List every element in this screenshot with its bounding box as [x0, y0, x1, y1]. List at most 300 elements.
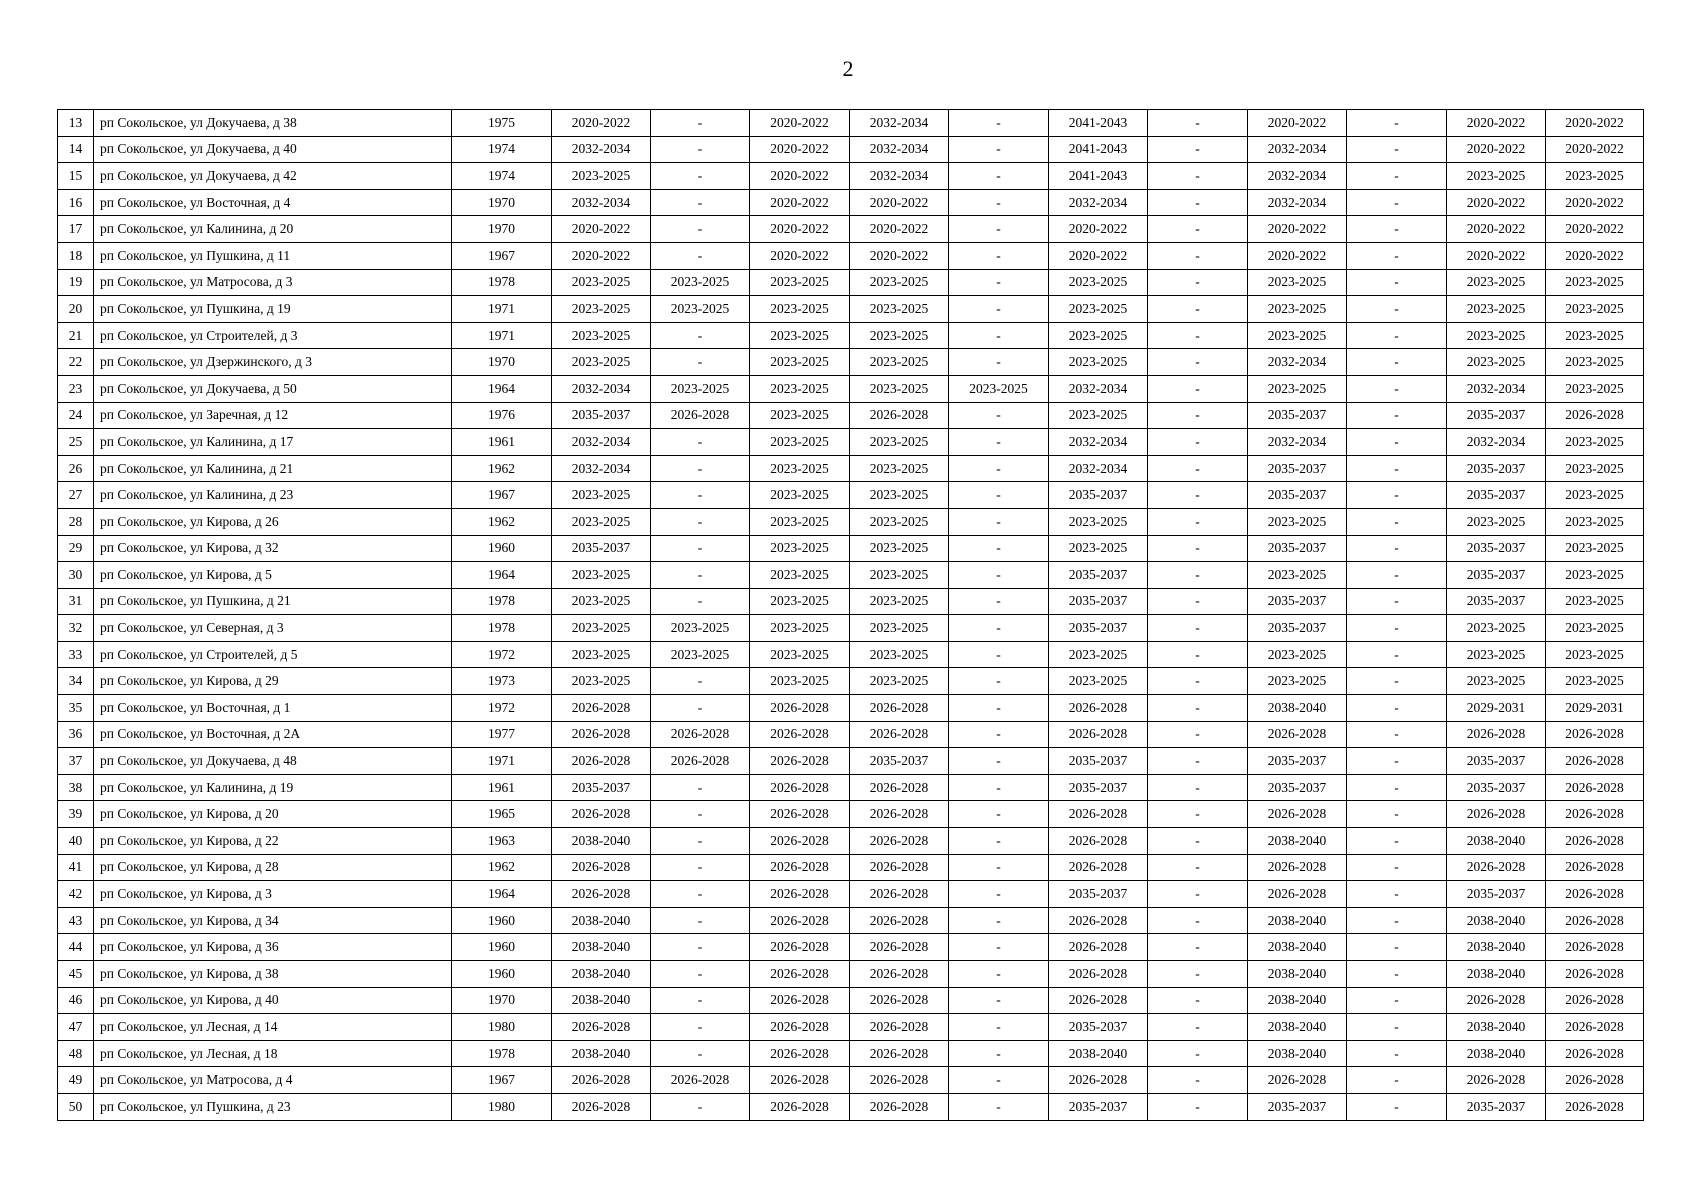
table-row [58, 934, 1644, 961]
cell-period-9: - [1347, 296, 1447, 323]
cell-period-9: - [1347, 641, 1447, 668]
cell-period-10: 2023-2025 [1447, 322, 1546, 349]
cell-period-11: 2026-2028 [1546, 934, 1644, 961]
cell-period-9: - [1347, 934, 1447, 961]
cell-row-number: 30 [58, 562, 94, 589]
cell-period-2: - [651, 429, 750, 456]
cell-period-1: 2023-2025 [552, 588, 651, 615]
cell-row-number: 24 [58, 402, 94, 429]
cell-period-5: - [949, 429, 1049, 456]
cell-address: рп Сокольское, ул Лесная, д 18 [94, 1040, 452, 1067]
cell-period-2: - [651, 1014, 750, 1041]
cell-row-number: 40 [58, 828, 94, 855]
cell-period-7: - [1148, 349, 1248, 376]
cell-period-3: 2026-2028 [750, 774, 850, 801]
cell-period-9: - [1347, 216, 1447, 243]
cell-period-6: 2026-2028 [1049, 907, 1148, 934]
cell-period-3: 2023-2025 [750, 429, 850, 456]
cell-period-8: 2032-2034 [1248, 429, 1347, 456]
cell-period-8: 2035-2037 [1248, 774, 1347, 801]
cell-period-11: 2026-2028 [1546, 961, 1644, 988]
cell-period-9: - [1347, 615, 1447, 642]
cell-period-10: 2038-2040 [1447, 961, 1546, 988]
cell-period-11: 2023-2025 [1546, 296, 1644, 323]
cell-year-built: 1970 [452, 216, 552, 243]
cell-period-8: 2035-2037 [1248, 455, 1347, 482]
cell-period-11: 2020-2022 [1546, 136, 1644, 163]
cell-address: рп Сокольское, ул Докучаева, д 38 [94, 110, 452, 137]
cell-period-1: 2023-2025 [552, 641, 651, 668]
cell-period-1: 2035-2037 [552, 774, 651, 801]
cell-period-5: - [949, 402, 1049, 429]
cell-period-3: 2026-2028 [750, 934, 850, 961]
cell-period-1: 2026-2028 [552, 1093, 651, 1120]
cell-period-4: 2035-2037 [850, 748, 949, 775]
cell-period-11: 2023-2025 [1546, 375, 1644, 402]
cell-year-built: 1960 [452, 934, 552, 961]
cell-row-number: 45 [58, 961, 94, 988]
cell-period-4: 2023-2025 [850, 455, 949, 482]
cell-row-number: 33 [58, 641, 94, 668]
cell-period-2: - [651, 1093, 750, 1120]
cell-period-7: - [1148, 242, 1248, 269]
cell-period-7: - [1148, 1040, 1248, 1067]
cell-period-1: 2038-2040 [552, 961, 651, 988]
cell-period-3: 2026-2028 [750, 695, 850, 722]
cell-period-9: - [1347, 721, 1447, 748]
cell-period-7: - [1148, 828, 1248, 855]
cell-period-9: - [1347, 189, 1447, 216]
cell-year-built: 1960 [452, 535, 552, 562]
cell-period-2: - [651, 828, 750, 855]
cell-period-5: - [949, 1040, 1049, 1067]
cell-row-number: 21 [58, 322, 94, 349]
cell-row-number: 47 [58, 1014, 94, 1041]
cell-address: рп Сокольское, ул Кирова, д 20 [94, 801, 452, 828]
cell-period-6: 2041-2043 [1049, 163, 1148, 190]
table-row [58, 216, 1644, 243]
cell-period-8: 2035-2037 [1248, 615, 1347, 642]
cell-period-9: - [1347, 774, 1447, 801]
cell-address: рп Сокольское, ул Калинина, д 20 [94, 216, 452, 243]
cell-period-7: - [1148, 508, 1248, 535]
cell-period-4: 2020-2022 [850, 216, 949, 243]
cell-address: рп Сокольское, ул Кирова, д 5 [94, 562, 452, 589]
cell-period-6: 2026-2028 [1049, 1067, 1148, 1094]
table-row [58, 482, 1644, 509]
cell-period-2: - [651, 562, 750, 589]
cell-row-number: 18 [58, 242, 94, 269]
cell-period-10: 2020-2022 [1447, 189, 1546, 216]
cell-period-9: - [1347, 322, 1447, 349]
cell-period-9: - [1347, 961, 1447, 988]
cell-address: рп Сокольское, ул Заречная, д 12 [94, 402, 452, 429]
cell-period-1: 2026-2028 [552, 1067, 651, 1094]
cell-period-2: - [651, 455, 750, 482]
cell-period-11: 2026-2028 [1546, 987, 1644, 1014]
cell-period-1: 2035-2037 [552, 535, 651, 562]
cell-year-built: 1972 [452, 641, 552, 668]
cell-period-1: 2038-2040 [552, 907, 651, 934]
cell-period-3: 2023-2025 [750, 641, 850, 668]
cell-period-8: 2026-2028 [1248, 881, 1347, 908]
cell-period-6: 2035-2037 [1049, 774, 1148, 801]
cell-period-9: - [1347, 455, 1447, 482]
cell-period-1: 2026-2028 [552, 801, 651, 828]
cell-period-11: 2026-2028 [1546, 1067, 1644, 1094]
cell-period-8: 2038-2040 [1248, 1040, 1347, 1067]
cell-period-2: - [651, 242, 750, 269]
cell-period-3: 2023-2025 [750, 482, 850, 509]
cell-period-1: 2023-2025 [552, 322, 651, 349]
cell-period-4: 2023-2025 [850, 349, 949, 376]
cell-period-3: 2026-2028 [750, 721, 850, 748]
cell-period-10: 2020-2022 [1447, 110, 1546, 137]
cell-period-2: - [651, 588, 750, 615]
cell-period-9: - [1347, 588, 1447, 615]
cell-period-7: - [1148, 269, 1248, 296]
cell-period-6: 2032-2034 [1049, 455, 1148, 482]
cell-address: рп Сокольское, ул Строителей, д 3 [94, 322, 452, 349]
cell-period-1: 2020-2022 [552, 110, 651, 137]
cell-period-1: 2023-2025 [552, 482, 651, 509]
cell-period-5: - [949, 1067, 1049, 1094]
cell-period-4: 2026-2028 [850, 934, 949, 961]
cell-period-5: - [949, 322, 1049, 349]
cell-period-9: - [1347, 1067, 1447, 1094]
cell-period-11: 2026-2028 [1546, 774, 1644, 801]
cell-period-2: 2026-2028 [651, 402, 750, 429]
cell-period-9: - [1347, 242, 1447, 269]
repair-schedule-table [57, 109, 1644, 1121]
cell-row-number: 34 [58, 668, 94, 695]
cell-period-5: - [949, 721, 1049, 748]
cell-address: рп Сокольское, ул Матросова, д 4 [94, 1067, 452, 1094]
cell-row-number: 41 [58, 854, 94, 881]
cell-period-3: 2026-2028 [750, 828, 850, 855]
cell-period-11: 2026-2028 [1546, 1040, 1644, 1067]
table-row [58, 163, 1644, 190]
cell-period-11: 2023-2025 [1546, 269, 1644, 296]
cell-period-8: 2023-2025 [1248, 668, 1347, 695]
cell-period-11: 2023-2025 [1546, 508, 1644, 535]
cell-address: рп Сокольское, ул Дзержинского, д 3 [94, 349, 452, 376]
cell-period-3: 2023-2025 [750, 588, 850, 615]
cell-period-4: 2026-2028 [850, 961, 949, 988]
cell-period-8: 2020-2022 [1248, 216, 1347, 243]
cell-period-6: 2032-2034 [1049, 189, 1148, 216]
cell-year-built: 1970 [452, 349, 552, 376]
cell-period-9: - [1347, 535, 1447, 562]
table-row [58, 1040, 1644, 1067]
cell-period-7: - [1148, 562, 1248, 589]
cell-period-8: 2038-2040 [1248, 934, 1347, 961]
cell-period-7: - [1148, 482, 1248, 509]
cell-address: рп Сокольское, ул Северная, д 3 [94, 615, 452, 642]
cell-period-5: - [949, 110, 1049, 137]
cell-row-number: 38 [58, 774, 94, 801]
cell-address: рп Сокольское, ул Докучаева, д 50 [94, 375, 452, 402]
cell-row-number: 50 [58, 1093, 94, 1120]
cell-address: рп Сокольское, ул Лесная, д 14 [94, 1014, 452, 1041]
cell-period-10: 2020-2022 [1447, 216, 1546, 243]
cell-period-7: - [1148, 774, 1248, 801]
cell-year-built: 1967 [452, 242, 552, 269]
cell-period-4: 2032-2034 [850, 136, 949, 163]
cell-row-number: 27 [58, 482, 94, 509]
cell-period-3: 2023-2025 [750, 668, 850, 695]
cell-year-built: 1964 [452, 562, 552, 589]
cell-period-8: 2032-2034 [1248, 163, 1347, 190]
cell-period-8: 2032-2034 [1248, 136, 1347, 163]
cell-period-7: - [1148, 296, 1248, 323]
cell-period-7: - [1148, 987, 1248, 1014]
cell-period-2: - [651, 668, 750, 695]
cell-period-6: 2026-2028 [1049, 828, 1148, 855]
cell-period-11: 2023-2025 [1546, 455, 1644, 482]
cell-period-4: 2026-2028 [850, 721, 949, 748]
cell-row-number: 28 [58, 508, 94, 535]
cell-period-2: 2023-2025 [651, 296, 750, 323]
cell-address: рп Сокольское, ул Калинина, д 17 [94, 429, 452, 456]
cell-period-3: 2023-2025 [750, 296, 850, 323]
cell-period-2: - [651, 136, 750, 163]
cell-period-2: - [651, 695, 750, 722]
cell-period-4: 2026-2028 [850, 1014, 949, 1041]
cell-period-11: 2023-2025 [1546, 163, 1644, 190]
cell-period-5: - [949, 163, 1049, 190]
table-row [58, 269, 1644, 296]
cell-period-7: - [1148, 641, 1248, 668]
cell-period-1: 2023-2025 [552, 296, 651, 323]
cell-period-11: 2026-2028 [1546, 1093, 1644, 1120]
cell-period-1: 2023-2025 [552, 668, 651, 695]
cell-address: рп Сокольское, ул Кирова, д 40 [94, 987, 452, 1014]
cell-year-built: 1980 [452, 1014, 552, 1041]
cell-period-5: - [949, 562, 1049, 589]
cell-period-6: 2023-2025 [1049, 641, 1148, 668]
table-row [58, 429, 1644, 456]
cell-period-8: 2026-2028 [1248, 854, 1347, 881]
cell-period-9: - [1347, 1014, 1447, 1041]
cell-period-10: 2023-2025 [1447, 349, 1546, 376]
cell-period-10: 2035-2037 [1447, 881, 1546, 908]
cell-address: рп Сокольское, ул Пушкина, д 11 [94, 242, 452, 269]
cell-period-6: 2035-2037 [1049, 748, 1148, 775]
cell-period-7: - [1148, 881, 1248, 908]
cell-period-4: 2023-2025 [850, 296, 949, 323]
cell-period-11: 2026-2028 [1546, 721, 1644, 748]
cell-period-3: 2023-2025 [750, 615, 850, 642]
cell-period-4: 2023-2025 [850, 641, 949, 668]
cell-period-2: - [651, 349, 750, 376]
cell-year-built: 1974 [452, 136, 552, 163]
cell-period-10: 2020-2022 [1447, 136, 1546, 163]
cell-period-6: 2023-2025 [1049, 349, 1148, 376]
cell-period-8: 2023-2025 [1248, 641, 1347, 668]
cell-period-5: - [949, 269, 1049, 296]
table-row [58, 535, 1644, 562]
cell-period-9: - [1347, 801, 1447, 828]
cell-period-10: 2023-2025 [1447, 615, 1546, 642]
cell-period-6: 2023-2025 [1049, 508, 1148, 535]
cell-period-11: 2023-2025 [1546, 349, 1644, 376]
cell-period-2: - [651, 987, 750, 1014]
cell-period-5: - [949, 296, 1049, 323]
cell-period-11: 2023-2025 [1546, 482, 1644, 509]
cell-row-number: 35 [58, 695, 94, 722]
cell-period-7: - [1148, 588, 1248, 615]
cell-period-9: - [1347, 987, 1447, 1014]
cell-period-4: 2026-2028 [850, 801, 949, 828]
cell-period-2: - [651, 508, 750, 535]
cell-period-11: 2023-2025 [1546, 562, 1644, 589]
cell-period-8: 2038-2040 [1248, 907, 1347, 934]
cell-period-5: - [949, 774, 1049, 801]
cell-year-built: 1970 [452, 987, 552, 1014]
cell-period-5: - [949, 136, 1049, 163]
cell-period-3: 2020-2022 [750, 216, 850, 243]
cell-period-6: 2026-2028 [1049, 695, 1148, 722]
cell-period-8: 2035-2037 [1248, 482, 1347, 509]
cell-row-number: 29 [58, 535, 94, 562]
cell-period-4: 2023-2025 [850, 322, 949, 349]
cell-period-4: 2026-2028 [850, 828, 949, 855]
cell-period-9: - [1347, 562, 1447, 589]
cell-period-9: - [1347, 163, 1447, 190]
cell-period-7: - [1148, 854, 1248, 881]
cell-period-11: 2026-2028 [1546, 828, 1644, 855]
cell-year-built: 1962 [452, 508, 552, 535]
cell-address: рп Сокольское, ул Калинина, д 19 [94, 774, 452, 801]
cell-period-11: 2023-2025 [1546, 668, 1644, 695]
cell-address: рп Сокольское, ул Кирова, д 38 [94, 961, 452, 988]
cell-period-9: - [1347, 907, 1447, 934]
table-row [58, 508, 1644, 535]
cell-period-9: - [1347, 1093, 1447, 1120]
cell-period-8: 2032-2034 [1248, 189, 1347, 216]
cell-year-built: 1976 [452, 402, 552, 429]
cell-address: рп Сокольское, ул Пушкина, д 23 [94, 1093, 452, 1120]
cell-period-2: 2026-2028 [651, 748, 750, 775]
cell-period-11: 2026-2028 [1546, 748, 1644, 775]
table-row [58, 1014, 1644, 1041]
cell-period-7: - [1148, 216, 1248, 243]
cell-address: рп Сокольское, ул Строителей, д 5 [94, 641, 452, 668]
cell-period-5: - [949, 934, 1049, 961]
cell-row-number: 14 [58, 136, 94, 163]
cell-period-1: 2023-2025 [552, 269, 651, 296]
cell-period-8: 2038-2040 [1248, 1014, 1347, 1041]
cell-period-9: - [1347, 375, 1447, 402]
cell-period-2: - [651, 189, 750, 216]
cell-period-5: 2023-2025 [949, 375, 1049, 402]
cell-period-7: - [1148, 934, 1248, 961]
cell-period-5: - [949, 508, 1049, 535]
cell-period-4: 2032-2034 [850, 110, 949, 137]
cell-period-4: 2023-2025 [850, 615, 949, 642]
cell-period-11: 2020-2022 [1546, 110, 1644, 137]
cell-period-11: 2023-2025 [1546, 641, 1644, 668]
cell-period-6: 2035-2037 [1049, 881, 1148, 908]
cell-period-4: 2026-2028 [850, 987, 949, 1014]
cell-period-4: 2026-2028 [850, 854, 949, 881]
cell-period-10: 2029-2031 [1447, 695, 1546, 722]
table-row [58, 721, 1644, 748]
cell-row-number: 36 [58, 721, 94, 748]
cell-period-4: 2023-2025 [850, 429, 949, 456]
cell-period-8: 2038-2040 [1248, 828, 1347, 855]
cell-row-number: 25 [58, 429, 94, 456]
cell-period-1: 2038-2040 [552, 987, 651, 1014]
cell-period-7: - [1148, 110, 1248, 137]
cell-row-number: 43 [58, 907, 94, 934]
cell-period-1: 2032-2034 [552, 375, 651, 402]
cell-period-9: - [1347, 695, 1447, 722]
table-row [58, 881, 1644, 908]
cell-period-11: 2023-2025 [1546, 588, 1644, 615]
page-number: 2 [842, 56, 854, 81]
cell-address: рп Сокольское, ул Калинина, д 21 [94, 455, 452, 482]
cell-row-number: 26 [58, 455, 94, 482]
cell-period-4: 2023-2025 [850, 562, 949, 589]
cell-period-4: 2023-2025 [850, 508, 949, 535]
cell-period-2: - [651, 907, 750, 934]
cell-period-6: 2023-2025 [1049, 668, 1148, 695]
cell-period-6: 2035-2037 [1049, 615, 1148, 642]
cell-address: рп Сокольское, ул Кирова, д 3 [94, 881, 452, 908]
cell-period-5: - [949, 907, 1049, 934]
cell-period-9: - [1347, 828, 1447, 855]
cell-address: рп Сокольское, ул Пушкина, д 19 [94, 296, 452, 323]
cell-year-built: 1978 [452, 615, 552, 642]
cell-period-8: 2026-2028 [1248, 721, 1347, 748]
cell-year-built: 1980 [452, 1093, 552, 1120]
cell-period-5: - [949, 854, 1049, 881]
cell-row-number: 15 [58, 163, 94, 190]
cell-period-8: 2026-2028 [1248, 801, 1347, 828]
table-row [58, 296, 1644, 323]
cell-period-6: 2035-2037 [1049, 482, 1148, 509]
table-row [58, 748, 1644, 775]
cell-period-9: - [1347, 136, 1447, 163]
cell-period-6: 2020-2022 [1049, 242, 1148, 269]
cell-period-10: 2023-2025 [1447, 269, 1546, 296]
cell-period-1: 2026-2028 [552, 721, 651, 748]
table-row [58, 588, 1644, 615]
cell-period-9: - [1347, 269, 1447, 296]
cell-period-7: - [1148, 907, 1248, 934]
cell-period-7: - [1148, 1067, 1248, 1094]
cell-period-5: - [949, 349, 1049, 376]
cell-period-4: 2023-2025 [850, 668, 949, 695]
cell-period-4: 2026-2028 [850, 907, 949, 934]
cell-row-number: 39 [58, 801, 94, 828]
cell-period-6: 2026-2028 [1049, 854, 1148, 881]
cell-period-10: 2038-2040 [1447, 1014, 1546, 1041]
cell-period-6: 2032-2034 [1049, 429, 1148, 456]
cell-period-1: 2023-2025 [552, 562, 651, 589]
cell-period-1: 2026-2028 [552, 695, 651, 722]
cell-address: рп Сокольское, ул Матросова, д 3 [94, 269, 452, 296]
table-row [58, 907, 1644, 934]
cell-period-7: - [1148, 615, 1248, 642]
cell-year-built: 1970 [452, 189, 552, 216]
cell-period-3: 2026-2028 [750, 748, 850, 775]
cell-year-built: 1962 [452, 854, 552, 881]
cell-period-4: 2026-2028 [850, 881, 949, 908]
cell-period-1: 2023-2025 [552, 615, 651, 642]
